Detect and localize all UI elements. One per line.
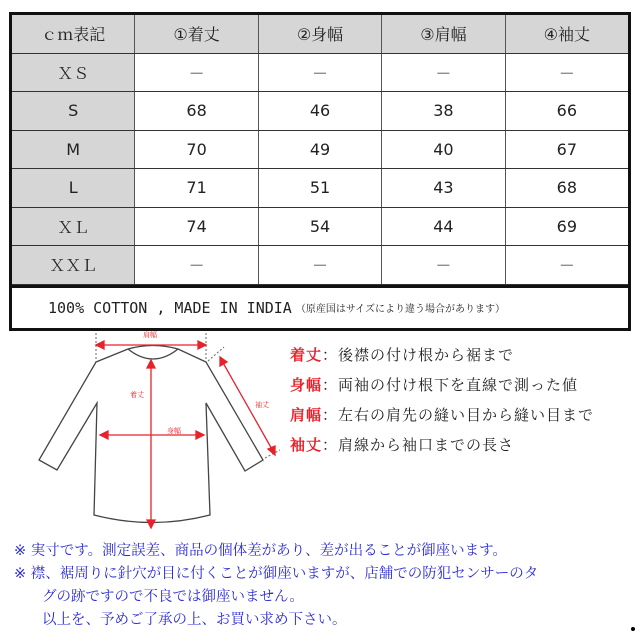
table-row [12,208,628,247]
value-cell: 68 [506,169,628,207]
sleeve-label: 袖丈 [255,401,269,409]
table-row [12,246,628,285]
value-cell: 54 [259,208,382,246]
note-line: ※ 襟、裾周りに針穴が目に付くことが御座いますが、店舗での防犯センサーのタ [14,566,539,582]
value-cell: 70 [135,131,258,169]
note-line: 以上を、予めご了承の上、お買い求め下さい。 [42,612,347,628]
material-footer [12,285,628,328]
header-sleeve: ④袖丈 [506,15,628,53]
size-table [9,12,631,331]
header-unit: ｃｍ表記 [12,15,135,53]
material-text: 100% COTTON , MADE IN INDIA [48,298,292,317]
value-cell: － [506,246,628,284]
value-cell: － [135,54,258,92]
size-label: L [12,169,135,207]
value-cell: 71 [135,169,258,207]
size-label: ＸＸＬ [12,246,135,284]
value-cell: 44 [382,208,505,246]
value-cell: 66 [506,92,628,130]
value-cell: － [135,246,258,284]
table-header-row [12,15,628,54]
table-row [12,131,628,170]
value-cell: － [506,54,628,92]
value-cell: 69 [506,208,628,246]
table-row [12,169,628,208]
value-cell: － [382,246,505,284]
dot-mark [631,627,635,631]
value-cell: 67 [506,131,628,169]
size-label: S [12,92,135,130]
value-cell: － [382,54,505,92]
value-cell: 43 [382,169,505,207]
value-cell: 68 [135,92,258,130]
body-width-label: 身幅 [167,427,181,435]
note-line: ※ 実寸です。測定誤差、商品の個体差があり、差が出ることが御座います。 [14,543,507,559]
garment-diagram [30,325,300,540]
length-label: 着丈 [130,391,144,399]
measurement-definitions [290,340,594,460]
definition-item: 袖丈：肩線から袖口までの長さ [290,436,515,454]
value-cell: 74 [135,208,258,246]
shoulder-label: 肩幅 [143,331,157,339]
note-line: グの跡ですので不良では御座いません。 [42,589,304,605]
value-cell: 38 [382,92,505,130]
definition-item: 肩幅：左右の肩先の縫い目から縫い目まで [290,406,595,424]
size-label: ＸＬ [12,208,135,246]
value-cell: 40 [382,131,505,169]
sweatshirt-outline-icon [30,325,300,540]
definition-item: 着丈：後襟の付け根から裾まで [290,346,515,364]
value-cell: － [259,54,382,92]
value-cell: 46 [259,92,382,130]
table-row [12,92,628,131]
disclaimer-notes [14,540,538,632]
header-length: ①着丈 [135,15,258,53]
origin-note: （原産国はサイズにより違う場合があります） [295,304,506,315]
value-cell: 51 [259,169,382,207]
size-label: ＸＳ [12,54,135,92]
size-label: M [12,131,135,169]
header-body-width: ②身幅 [259,15,382,53]
value-cell: 49 [259,131,382,169]
definition-item: 身幅：両袖の付け根下を直線で測った値 [290,376,579,394]
table-row [12,54,628,93]
value-cell: － [259,246,382,284]
header-shoulder: ③肩幅 [382,15,505,53]
